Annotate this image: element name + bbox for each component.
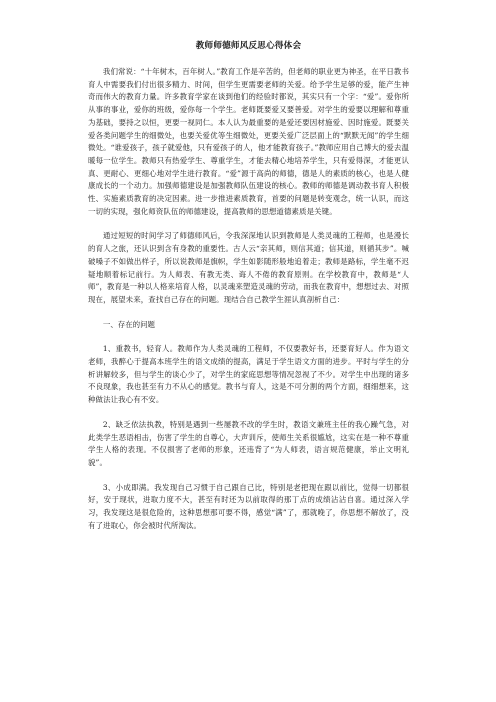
paragraph-gap: [88, 331, 409, 343]
paragraph-gap: [88, 307, 409, 319]
paragraph-gap: [88, 407, 409, 419]
document-title: 教师师德师风反思心得体会: [195, 41, 302, 51]
paragraph-gap: [88, 218, 409, 230]
problem-item-2: 2、缺乏依法执教，特别是遇到一些屡教不改的学生时，教语文兼班主任的我心躁气急，对此类学生恶语相击，伤害了学生的自尊心，大声训斥，使师生关系很尴尬，这实在是一种不尊重学生人格的表现。不仅损害了老师的形象，还违背了“为人师表，语言规范健康，举止文明礼貌”。: [88, 419, 409, 467]
problem-item-1: 1、重教书，轻育人。教师作为人类灵魂的工程师，不仅要教好书，还要育好人。作为语文老师，我醉心于提高本班学生的语文成绩的提高，满足于学生语文方面的进步。平时与学生的分析讲解较多，但与学生的谈心少了，对学生的家庭思想等情况忽视了不少。对学生中出现的诸多不良现象，我也甚至有力不从心的感觉。教书与育人，这是不可分割的两个方面，细细想来，这种做法让我心有不安。: [88, 344, 409, 405]
section-heading-problems: 一、存在的问题: [102, 319, 155, 329]
problem-item-3: 3、小成即满。我发现自己习惯于自己跟自己比，特别是老把现在跟以前比，觉得一切都很好，安于现状，进取力度不大，甚至有时还为以前取得的那丁点的成绩沾沾自喜。通过深入学习，我发现这是很危险的，这种思想那可要不得，感觉“满”了，那就晚了，你思想不解放了，没有了进取心，你会被时代所淘汰。: [88, 482, 409, 530]
document-page: [88, 40, 409, 533]
paragraph-reflection: 通过短短的时间学习了师德师风后，令我深深地认识到教师是人类灵魂的工程师，也是漫长的育人之旅，还认识到含有身教的重要性。古人云“亲其师，则信其道；信其道，则循其步”。喊破嗓子不如做出样子，所以说教师是旗帜，学生如影随形般地追着走；教师是路标，学生毫不迟疑地顺着标记前行。为人师表、有教无类、诲人不倦的教育原则。在学校教育中，教师是“人师”，教育是一种以人格来培育人格，以灵魂来塑造灵魂的劳动，而我在教育中，想想过去、对照现在，展望未来，查找自己存在的问题。现结合自己教学生涯认真剖析自己：: [88, 231, 409, 304]
paragraph-gap: [88, 470, 409, 482]
paragraph-intro: 我们常说：“十年树木，百年树人。”教育工作是辛苦的，但老师的职业更为神圣，在平日教书育人中需要我们付出很多精力、时间，但学生更需要老师的关爱。给予学生足够的爱，能产生神奇而伟大的教育力量。许多教育学家在谈到他们的经验时都说，其实只有一个字：“爱”。爱你所从事的事业，爱你的班级，爱你每一个学生。老师既要爱又要善爱。对学生的爱要以理解和尊重为基础，要持之以恒，更要一视同仁。本人认为最重要的是爱还要因材施爱、因时施爱。既要关爱各类问题学生的细微处，也要关爱优等生细微处，更要关爱广泛层面上的“默默无闻”的学生细微处。“谁爱孩子，孩子就爱他，只有爱孩子的人，他才能教育孩子。”教师应用自己博大的爱去温暖每一位学生。教师只有热爱学生、尊重学生，才能去精心地培养学生，只有爱得深，才能更认真、更耐心、更细心地对学生进行教育。“爱”源于高尚的师德，德是人的素质的核心，也是人健康成长的一个动力。加强师德建设是加强教师队伍建设的核心。教师的师德是调动教书育人积极性、实施素质教育的决定因素。进一步推进素质教育，首要的问题是转变观念，统一认识，而这一切的实现，强化师资队伍的师德建设，提高教师的思想道德素质是关键。: [88, 67, 409, 216]
